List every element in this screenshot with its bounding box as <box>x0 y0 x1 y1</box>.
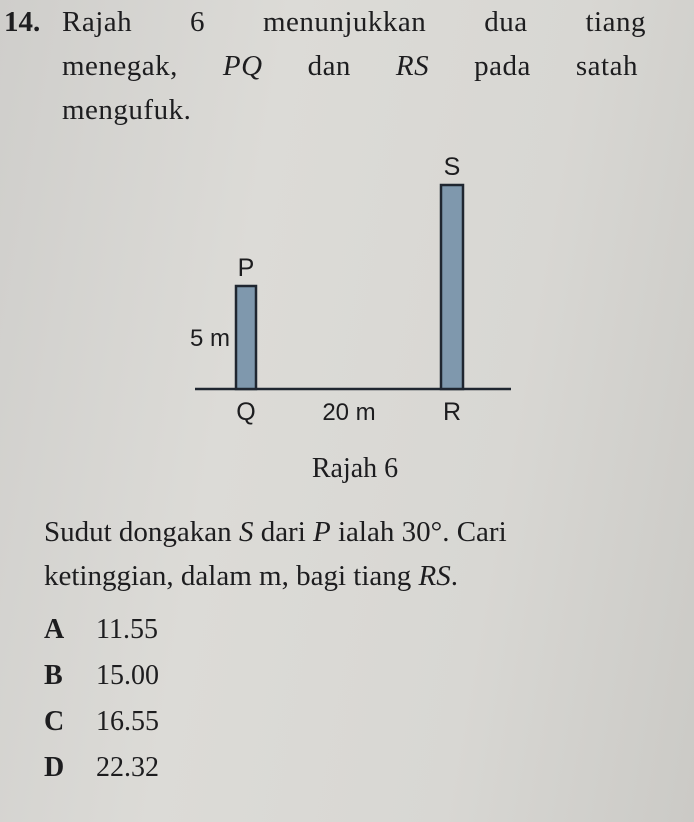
question-word: dua <box>484 6 528 38</box>
option-letter: A <box>44 614 65 645</box>
option-value: 15.00 <box>96 660 159 691</box>
option-value: 22.32 <box>96 752 159 783</box>
pole-pq <box>236 286 256 389</box>
question-var-pq: PQ <box>222 50 263 82</box>
question-word: dan <box>307 50 351 82</box>
prompt-var-p: P <box>313 516 331 548</box>
option-b[interactable] <box>44 660 159 692</box>
figure-caption-text: Rajah 6 <box>311 453 399 484</box>
prompt-line-1 <box>44 516 507 549</box>
label-distance-qr: 20 m <box>322 399 376 426</box>
question-word: Rajah <box>62 6 133 38</box>
label-r: R <box>442 398 462 426</box>
prompt-text: . <box>450 560 458 592</box>
figure-caption <box>0 453 694 485</box>
pole-rs <box>441 185 463 389</box>
prompt-var-s: S <box>238 516 254 548</box>
option-d[interactable] <box>44 752 159 784</box>
option-letter: B <box>44 660 63 691</box>
prompt-text: ialah <box>338 516 395 548</box>
prompt-var-rs: RS <box>418 560 451 592</box>
label-s: S <box>443 153 461 181</box>
label-q: Q <box>236 398 256 426</box>
prompt-text: . Cari <box>442 516 507 548</box>
question-var-rs: RS <box>395 50 430 82</box>
question-word: tiang <box>585 6 646 38</box>
label-height-pq: 5 m <box>189 325 230 352</box>
question-word: satah <box>575 50 638 82</box>
prompt-text: Sudut dongakan <box>44 516 232 548</box>
option-letter: D <box>44 752 65 783</box>
question-word: pada <box>474 50 531 82</box>
question-word: 6 <box>190 6 206 38</box>
option-value: 16.55 <box>96 706 159 737</box>
prompt-text: dari <box>260 516 306 548</box>
option-a[interactable] <box>44 614 158 646</box>
label-p: P <box>237 254 255 282</box>
prompt-text: ketinggian, dalam m, bagi tiang <box>44 560 412 592</box>
option-letter: C <box>44 706 65 737</box>
question-text-line-3: mengufuk. <box>62 94 192 126</box>
prompt-angle: 30° <box>401 516 443 548</box>
question-word: menegak, <box>62 50 178 82</box>
option-c[interactable] <box>44 706 159 738</box>
question-number: 14. <box>4 6 41 38</box>
option-value: 11.55 <box>96 614 158 645</box>
prompt-line-2 <box>44 560 458 593</box>
question-word: menunjukkan <box>262 6 427 38</box>
